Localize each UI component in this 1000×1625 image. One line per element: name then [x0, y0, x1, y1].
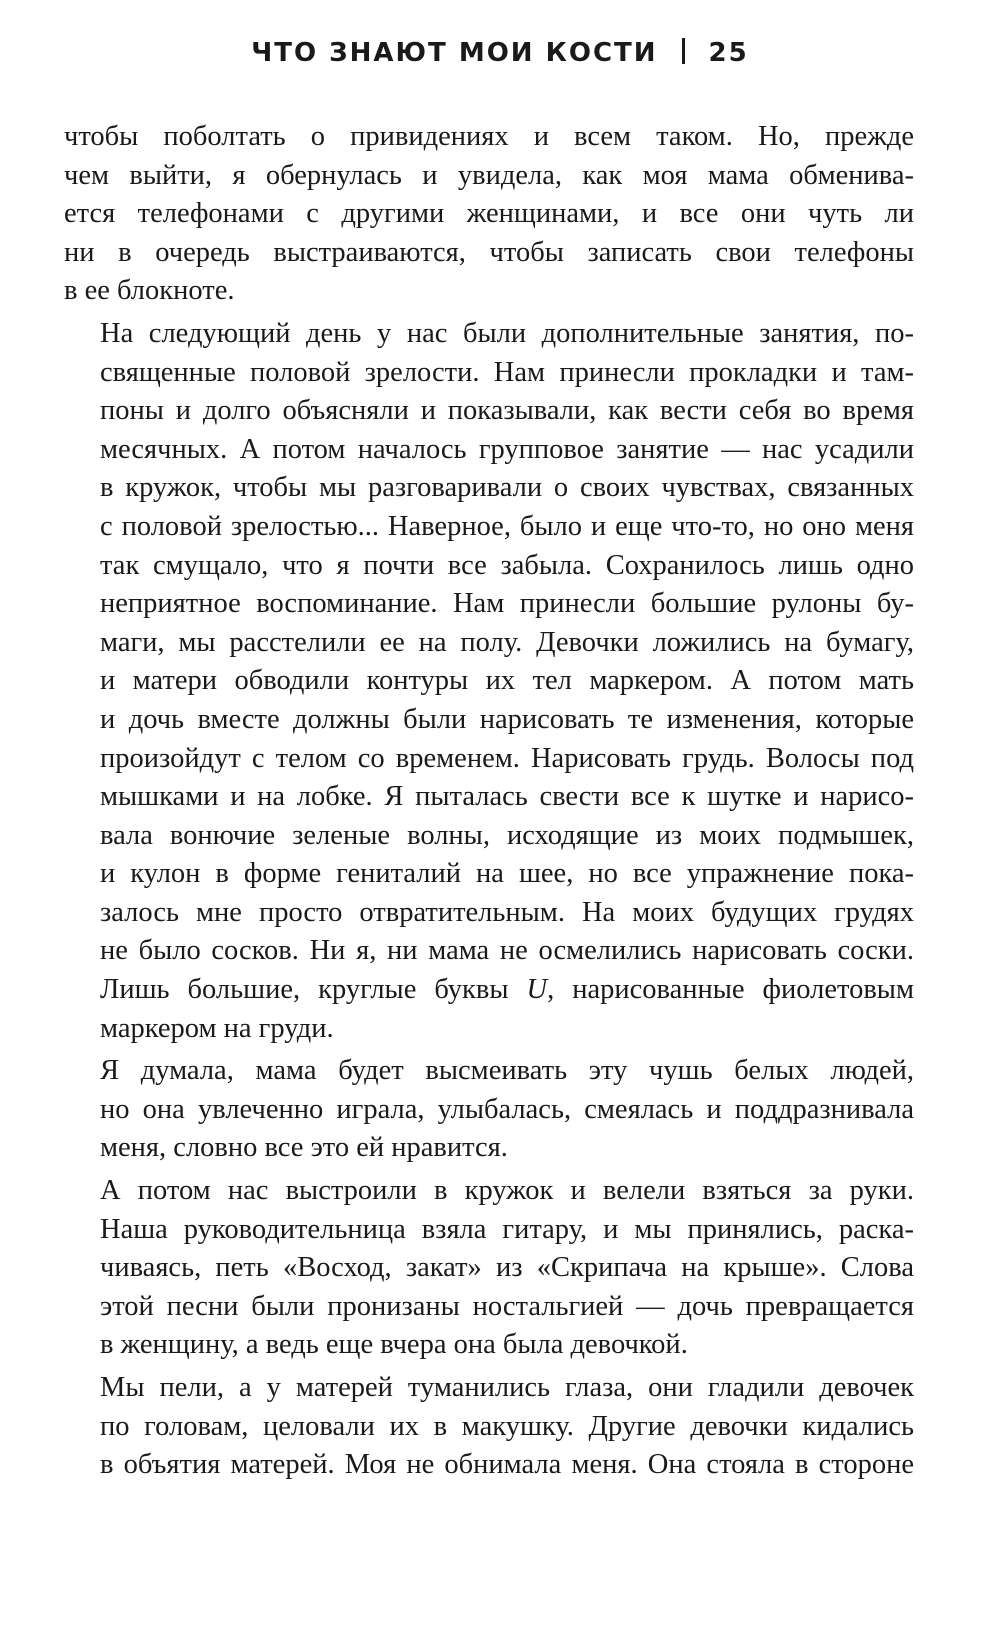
text-line: ется телефонами с другими женщинами, и все они чуть ли: [64, 198, 914, 230]
text-line: но она увлеченно играла, улыбалась, смеялась и поддразнивала: [100, 1093, 914, 1125]
text-line: мышками и на лобке. Я пыталась свести все к шутке и нарисо-: [100, 781, 914, 813]
text-line: в ее блокноте.: [64, 275, 235, 307]
text-line: произойдут с телом со временем. Нарисовать грудь. Волосы под: [100, 742, 914, 774]
text-line: А потом нас выстроили в кружок и велели взяться за руки.: [100, 1175, 914, 1207]
text-line: На следующий день у нас были дополнительные занятия, по-: [100, 317, 914, 349]
text-line: маркером на груди.: [100, 1012, 334, 1044]
text-line: и дочь вместе должны были нарисовать те изменения, которые: [100, 703, 914, 735]
paragraph-5: [64, 1369, 914, 1485]
text-line: ни в очередь выстраиваются, чтобы записать свои телефоны: [64, 236, 914, 268]
paragraph-4: [64, 1172, 914, 1365]
page-number: 25: [708, 38, 749, 68]
text-line: меня, словно все это ей нравится.: [100, 1132, 508, 1164]
text-line: и кулон в форме гениталий на шее, но все упражнение пока-: [100, 858, 914, 890]
text-line: и матери обводили контуры их тел маркером. А потом мать: [100, 665, 914, 697]
running-title: ЧТО ЗНАЮТ МОИ КОСТИ: [251, 38, 658, 68]
paragraph-1: [64, 118, 914, 311]
header-separator: [682, 38, 685, 64]
text-line: Лишь большие, круглые буквы U, нарисованные фиолетовым: [100, 974, 914, 1006]
text-line: неприятное воспоминание. Нам принесли большие рулоны бу-: [100, 588, 914, 620]
paragraph-3: [64, 1052, 914, 1168]
text-line: по головам, целовали их в макушку. Другие девочки кидались: [100, 1410, 914, 1442]
text-line: в объятия матерей. Моя не обнимала меня. Она стояла в стороне: [100, 1449, 914, 1481]
body-text: [64, 118, 914, 1485]
text-line: маги, мы расстелили ее на полу. Девочки ложились на бумагу,: [100, 626, 914, 658]
text-line: месячных. А потом началось групповое занятие — нас усадили: [100, 433, 914, 465]
text-line: Наша руководительница взяла гитару, и мы принялись, раска-: [100, 1213, 914, 1245]
paragraph-2: [64, 315, 914, 1048]
text-line: вала вонючие зеленые волны, исходящие из моих подмышек,: [100, 819, 914, 851]
text-line: с половой зрелостью... Наверное, было и еще что-то, но оно меня: [100, 510, 914, 542]
text-line: в кружок, чтобы мы разговаривали о своих чувствах, связанных: [100, 472, 914, 504]
italic-letter: U: [526, 974, 548, 1006]
running-header: [0, 38, 1000, 68]
text-line: этой песни были пронизаны ностальгией — дочь превращается: [100, 1290, 914, 1322]
text-line: Мы пели, а у матерей туманились глаза, они гладили девочек: [100, 1372, 914, 1403]
text-line: в женщину, а ведь еще вчера она была девочкой.: [100, 1329, 688, 1361]
text-line: залось мне просто отвратительным. На моих будущих грудях: [100, 896, 914, 928]
text-line: священные половой зрелости. Нам принесли прокладки и там-: [100, 356, 914, 388]
text-line: чем выйти, я обернулась и увидела, как моя мама обменива-: [64, 159, 914, 191]
text-line: поны и долго объясняли и показывали, как вести себя во время: [100, 395, 914, 427]
text-line: не было сосков. Ни я, ни мама не осмелились нарисовать соски.: [100, 935, 914, 967]
text-line: чиваясь, петь «Восход, закат» из «Скрипача на крыше». Слова: [100, 1252, 914, 1284]
text-line: Я думала, мама будет высмеивать эту чушь белых людей,: [100, 1055, 914, 1087]
text-line: так смущало, что я почти все забыла. Сохранилось лишь одно: [100, 549, 914, 581]
text-line: чтобы поболтать о привидениях и всем таком. Но, прежде: [64, 121, 914, 152]
